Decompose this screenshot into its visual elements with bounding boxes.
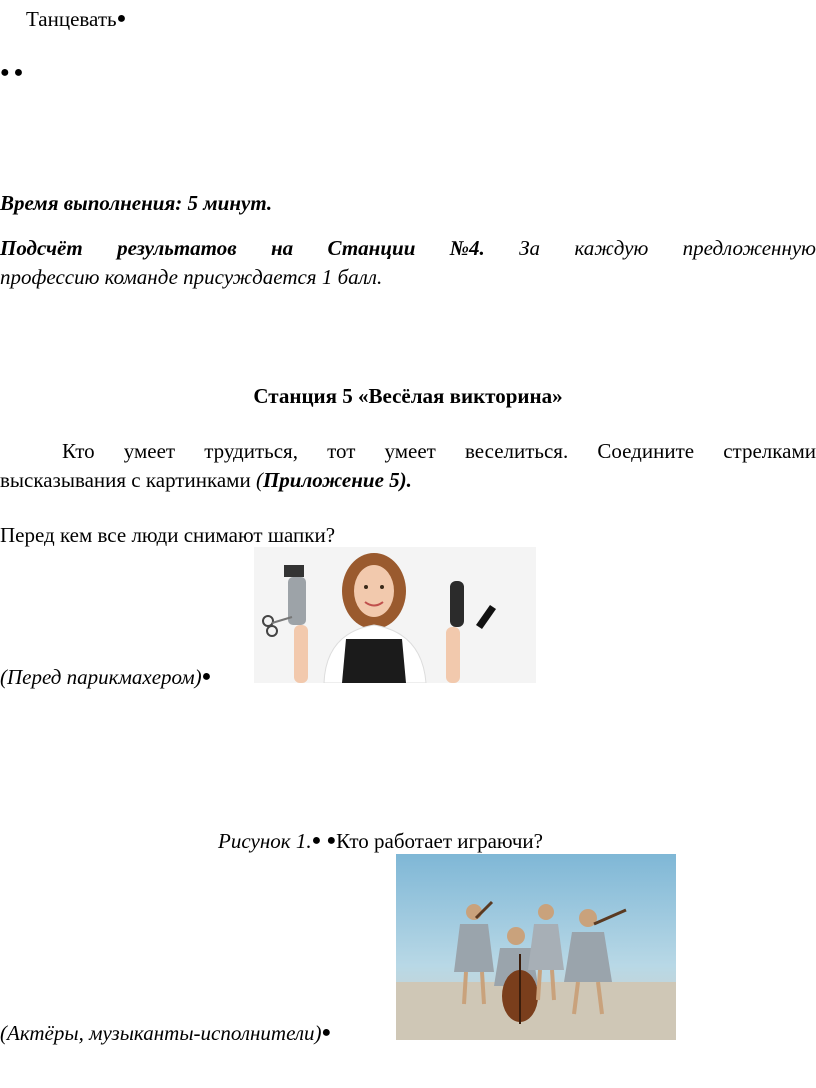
question-2: Кто работает играючи? (336, 829, 543, 853)
intro-word: веселиться. (464, 439, 569, 463)
time-label: Время выполнения: 5 минут. (0, 191, 273, 215)
musicians-illustration (396, 854, 676, 1040)
intro-word: умеет (384, 439, 436, 463)
caption-line (218, 828, 543, 854)
musicians-photo (396, 854, 676, 1040)
results-word: За (519, 236, 541, 260)
answer-1 (0, 664, 211, 690)
results-word: №4. (449, 236, 485, 260)
results-word: каждую (574, 236, 649, 260)
intro-word: тот (327, 439, 356, 463)
bullets-pair (0, 60, 23, 86)
intro-word: стрелками (723, 439, 816, 463)
intro-word: Соедините (597, 439, 695, 463)
intro-plain: высказывания с картинками (0, 468, 256, 492)
bullet-icon: ● (326, 832, 337, 849)
hairdresser-photo (254, 547, 536, 683)
results-word: Подсчёт (0, 236, 83, 260)
results-word: предложенную (682, 236, 816, 260)
results-word: результатов (117, 236, 237, 260)
intro-paren: ( (255, 468, 263, 492)
results-word: Станции (327, 236, 416, 260)
intro-word: умеет (123, 439, 176, 463)
figure-caption: Рисунок 1. (218, 829, 312, 853)
bullet-icon: ● ● (0, 64, 24, 81)
dance-line (26, 6, 126, 32)
bullet-icon: ● (116, 10, 127, 27)
bullet-icon: ● (321, 1024, 332, 1041)
question-1: Перед кем все люди снимают шапки? (0, 523, 336, 547)
answer-1-text: (Перед парикмахером) (0, 665, 202, 689)
answer-2 (0, 1020, 331, 1046)
results-line-2: профессию команде присуждается 1 балл. (0, 265, 383, 289)
intro-word: трудиться, (204, 439, 298, 463)
results-word: на (270, 236, 294, 260)
dance-text: Танцевать (26, 7, 117, 31)
intro-line-1 (62, 438, 816, 464)
hairdresser-illustration (254, 547, 536, 683)
intro-appendix: Приложение 5). (262, 468, 412, 492)
station-title: Станция 5 «Весёлая викторина» (253, 384, 563, 408)
bullet-icon: ● (311, 832, 322, 849)
intro-line-2 (0, 467, 412, 493)
results-line-1 (0, 235, 816, 261)
bullet-icon: ● (201, 668, 212, 685)
intro-word: Кто (62, 439, 95, 463)
answer-2-text: (Актёры, музыканты-исполнители) (0, 1021, 322, 1045)
